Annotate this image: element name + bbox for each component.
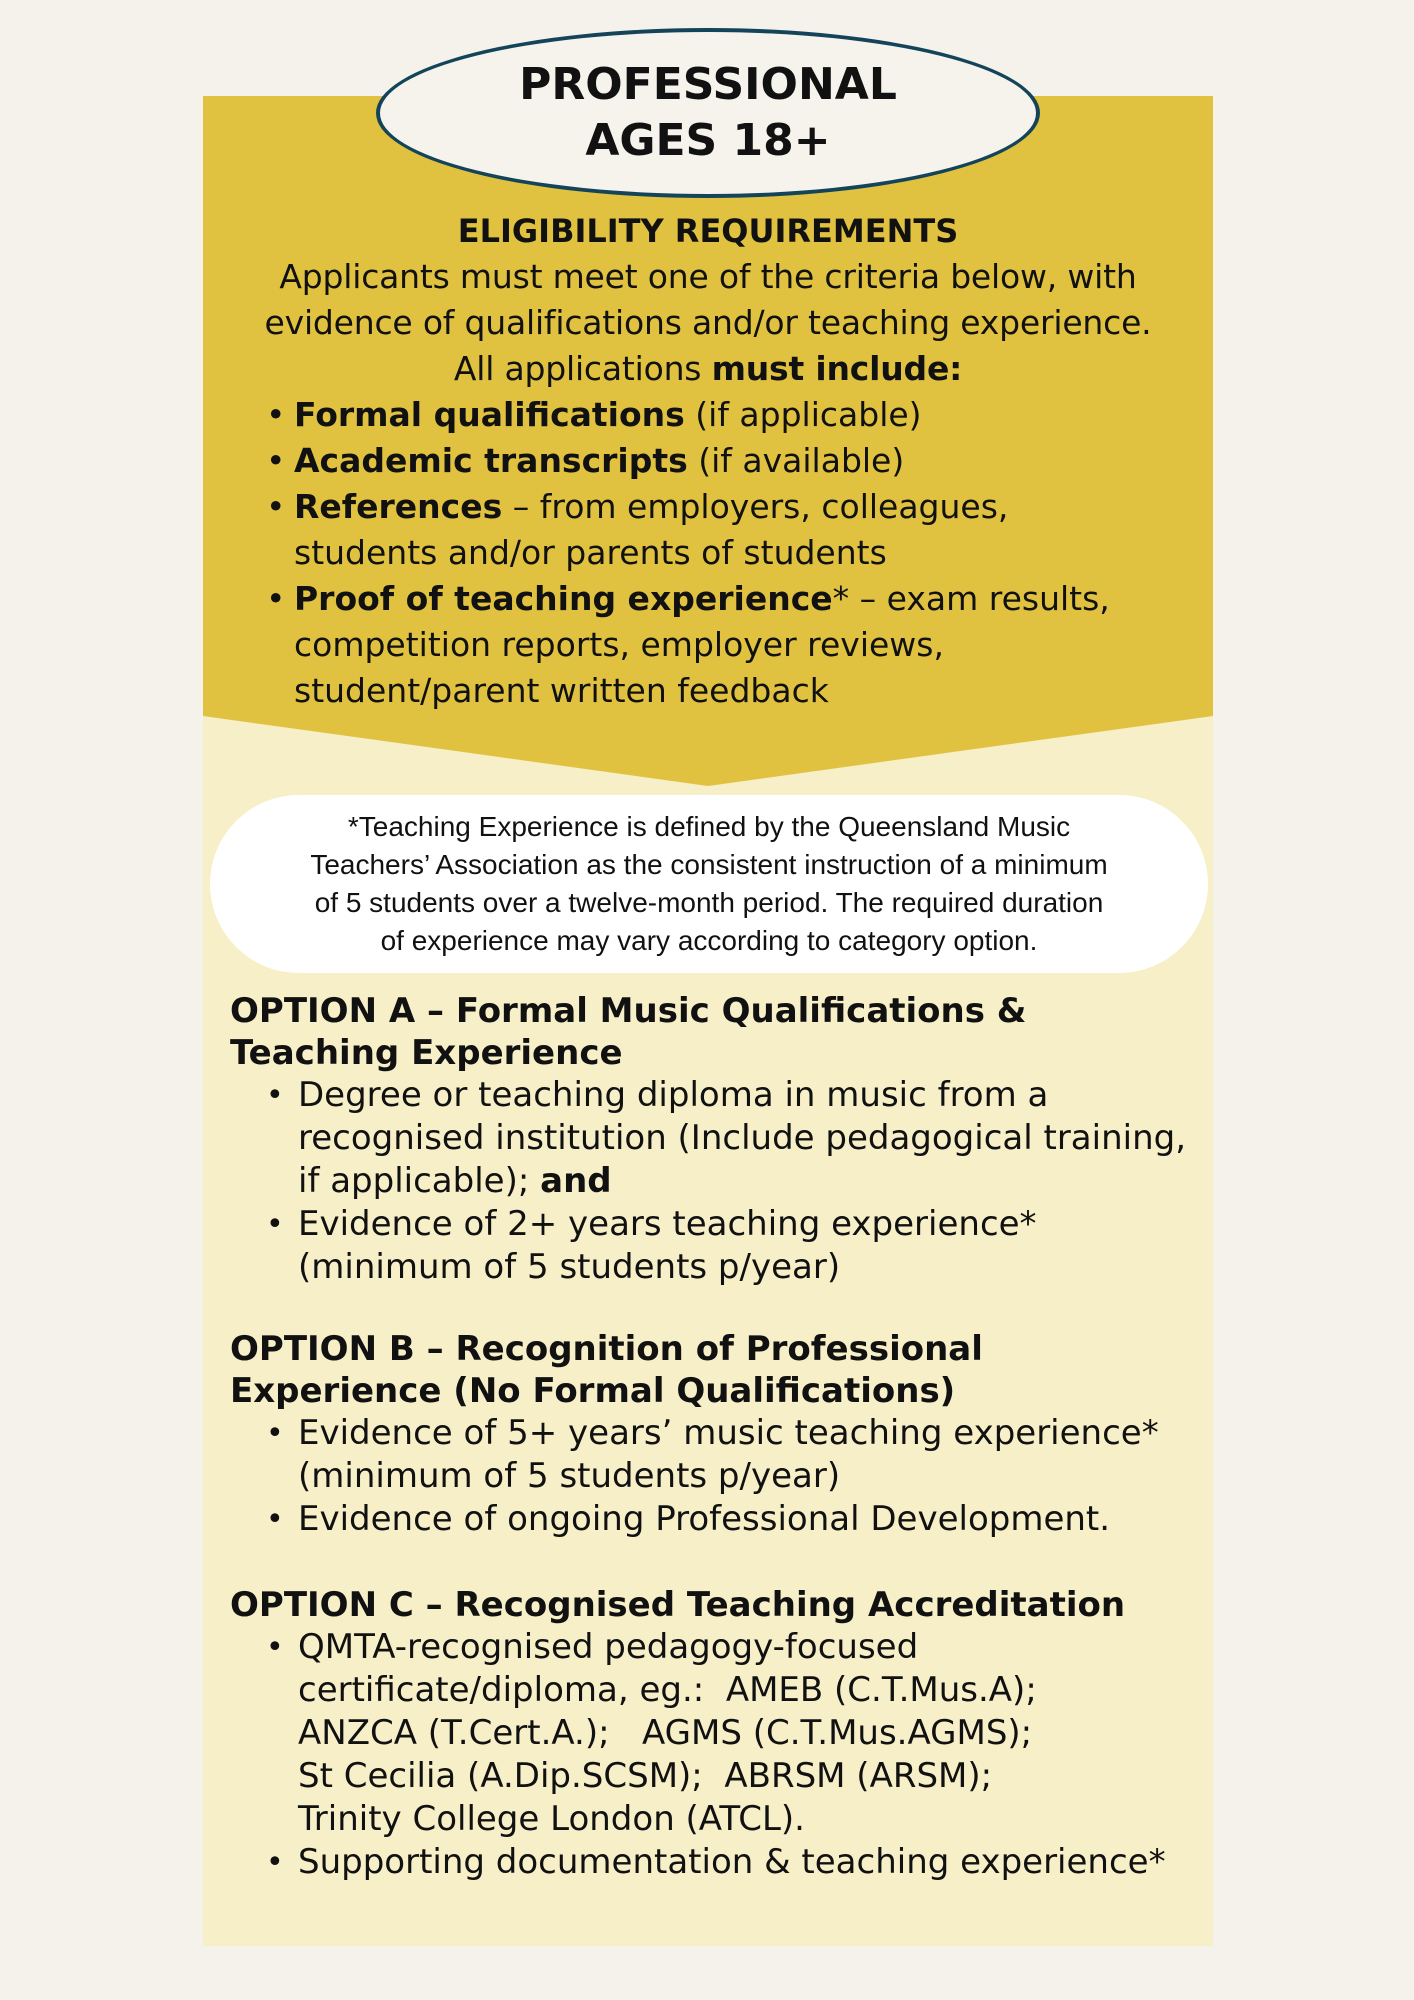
title-line-1: PROFESSIONAL (519, 59, 897, 110)
option-c-item-1-line-3: ANZCA (T.Cert.A.); AGMS (C.T.Mus.AGMS); (298, 1713, 1033, 1753)
option-b-title (230, 1328, 1190, 1412)
option-a (230, 990, 1190, 1289)
eligibility-section (203, 208, 1213, 392)
option-a-list (230, 1074, 1190, 1289)
list-item (230, 1626, 1190, 1841)
option-c-item-1-line-5: Trinity College London (ATCL). (298, 1799, 805, 1839)
option-b-title-2: Experience (No Formal Qualifications) (230, 1371, 956, 1411)
option-c-list (230, 1626, 1190, 1884)
title-line-2: AGES 18+ (585, 115, 831, 166)
option-b-title-1: OPTION B – Recognition of Professional (230, 1329, 983, 1369)
include-bold: must include: (711, 349, 963, 388)
option-b (230, 1328, 1190, 1541)
option-a-title-2: Teaching Experience (230, 1033, 623, 1073)
eligibility-intro-1: Applicants must meet one of the criteria below, with (279, 257, 1137, 296)
list-item (262, 576, 1162, 714)
eligibility-include (203, 346, 1213, 392)
option-a-item-1: Degree or teaching diploma in music from a recognised institution (Include pedagogical training, if applicable); (298, 1075, 1187, 1201)
list-item (230, 1074, 1190, 1203)
requirements-list (262, 392, 1162, 714)
option-c-title: OPTION C – Recognised Teaching Accreditation (230, 1585, 1126, 1625)
option-a-title-1: OPTION A – Formal Music Qualifications & (230, 991, 1027, 1031)
requirement-text: – from employers, colleagues, students and/or parents of students (294, 487, 1009, 572)
option-c (230, 1584, 1190, 1884)
requirement-bold: Academic transcripts (294, 441, 688, 480)
requirement-bold: Proof of teaching experience (294, 579, 833, 618)
option-c-item-2: Supporting documentation & teaching experience* (298, 1842, 1166, 1882)
option-c-item-1-line-4: St Cecilia (A.Dip.SCSM); ABRSM (ARSM); (298, 1756, 993, 1796)
note-line-3: of 5 students over a twelve-month period. The required duration (314, 887, 1104, 918)
option-c-item-1-line-2: certificate/diploma, eg.: AMEB (C.T.Mus.A); (298, 1670, 1037, 1710)
option-b-item-1: Evidence of 5+ years’ music teaching experience* (minimum of 5 students p/year) (298, 1413, 1159, 1496)
option-b-list (230, 1412, 1190, 1541)
option-c-item-1-line-1: • QMTA-recognised pedagogy-focused (298, 1627, 919, 1667)
list-item (262, 392, 1162, 438)
note-line-2: Teachers’ Association as the consistent instruction of a minimum (310, 849, 1108, 880)
title-oval (376, 28, 1040, 198)
note-line-1: *Teaching Experience is defined by the Queensland Music (347, 811, 1071, 842)
option-a-title (230, 990, 1190, 1074)
list-item (230, 1498, 1190, 1541)
requirement-text: (if available) (687, 441, 905, 480)
list-item (230, 1412, 1190, 1498)
teaching-experience-note (210, 795, 1208, 973)
requirement-text: (if applicable) (684, 395, 922, 434)
list-item (230, 1203, 1190, 1289)
eligibility-heading: ELIGIBILITY REQUIREMENTS (457, 212, 959, 250)
option-a-item-2: Evidence of 2+ years teaching experience* (minimum of 5 students p/year) (298, 1204, 1037, 1287)
eligibility-intro-2: evidence of qualifications and/or teaching experience. (264, 303, 1152, 342)
requirement-bold: References (294, 487, 503, 526)
option-b-item-2: Evidence of ongoing Professional Development. (298, 1499, 1111, 1539)
list-item (230, 1841, 1190, 1884)
requirement-bold: Formal qualifications (294, 395, 685, 434)
requirement-text: * – exam results, competition reports, employer reviews, student/parent written feedback (294, 579, 1110, 710)
list-item (262, 438, 1162, 484)
list-item (262, 484, 1162, 576)
option-a-item-1-bold: and (540, 1161, 612, 1201)
include-prefix: All applications (453, 349, 712, 388)
note-line-4: of experience may vary according to category option. (380, 925, 1038, 956)
